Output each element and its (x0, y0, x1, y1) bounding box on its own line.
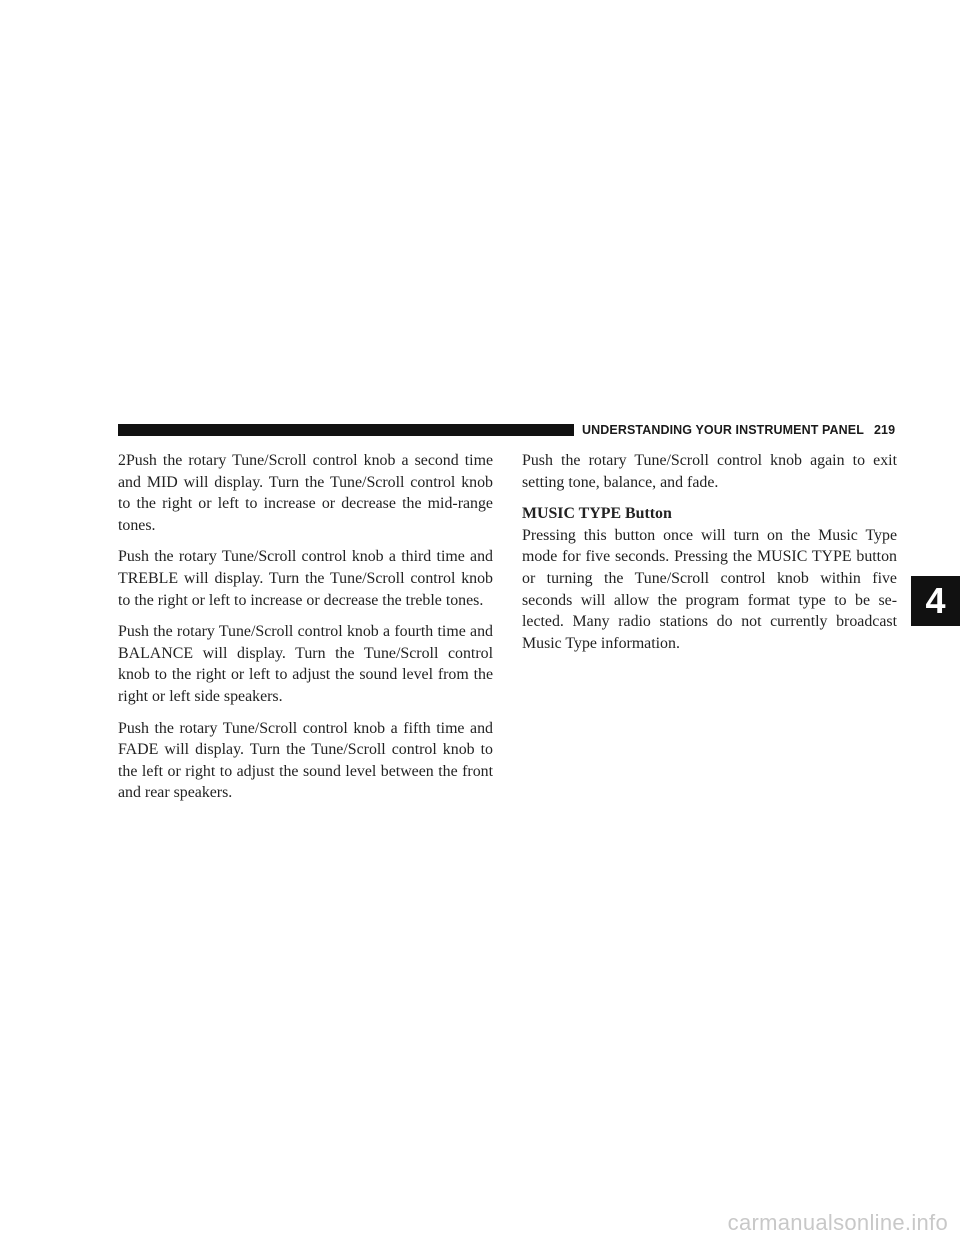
music-type-heading: MUSIC TYPE Button (522, 505, 672, 523)
paragraph-mid: 2Push the rotary Tune/Scroll control knob a second time and MID will display. Turn the Tune/Scroll control knob to the right or left to increase or decrease the mid-range tones. (118, 452, 493, 534)
paragraph-music-type: Pressing this button once will turn on the Music Type mode for five seconds. Pressing the MUSIC TYPE button or turning the Tune/Scroll control knob within five seconds will allow the program format type to be se-lected. Many radio stations do not currently broadcast Music Type information. (522, 526, 897, 652)
chapter-tab: 4 (911, 576, 960, 626)
header-rule (118, 424, 574, 436)
paragraph-exit: Push the rotary Tune/Scroll control knob again to exit setting tone, balance, and fade. (522, 452, 897, 491)
section-title: UNDERSTANDING YOUR INSTRUMENT PANEL (582, 423, 864, 437)
paragraph-balance: Push the rotary Tune/Scroll control knob a fourth time and BALANCE will display. Turn the Tune/Scroll control knob to the right or left to adjust the sound level from the right or left side speakers. (118, 623, 493, 705)
watermark: carmanualsonline.info (727, 1210, 948, 1235)
paragraph-treble: Push the rotary Tune/Scroll control knob a third time and TREBLE will display. Turn the Tune/Scroll control knob to the right or left to increase or decrease the treble tones. (118, 548, 493, 609)
right-column (522, 450, 897, 664)
page-number: 219 (873, 423, 896, 437)
left-column (118, 450, 493, 814)
running-header (582, 421, 895, 439)
paragraph-fade: Push the rotary Tune/Scroll control knob a fifth time and FADE will display. Turn the Tune/Scroll control knob to the left or right to adjust the sound level between the front and rear speakers. (118, 719, 493, 802)
